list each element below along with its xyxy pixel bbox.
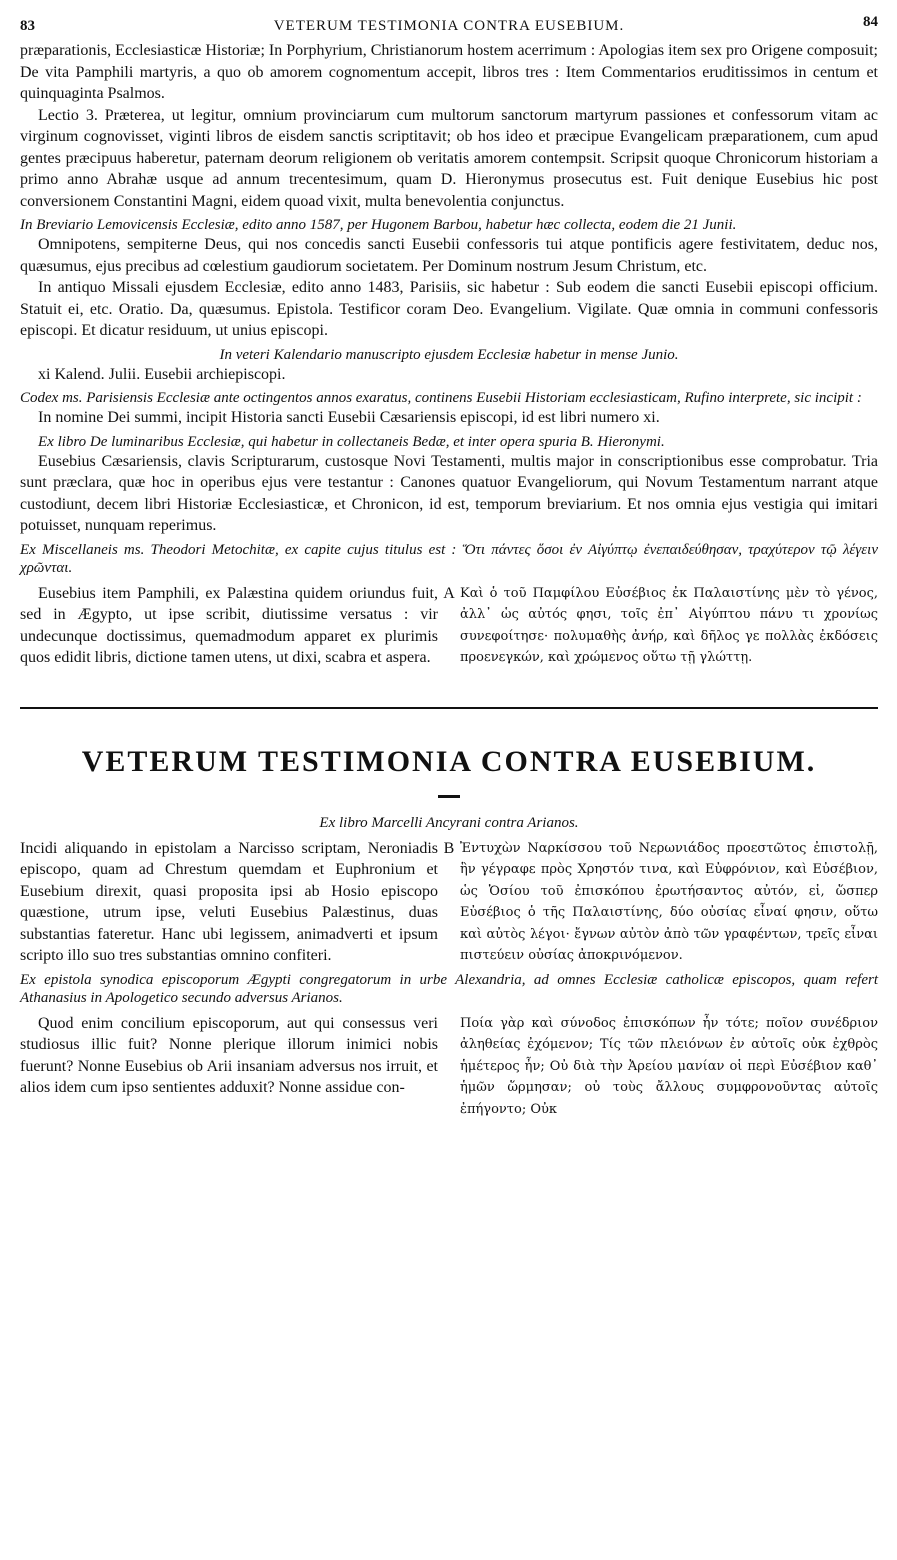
paragraph: In antiquo Missali ejusdem Ecclesiæ, edito anno 1483, Parisiis, sic habetur : Sub eodem die sancti Eusebii episcopi officium. Statuit ei, etc. Oratio. Da, quæsumus. Epistola. Testificor coram Deo. Evangelium. Vigilate. Quæ omnia in communi confessoris episcopi. Et dicatur residuum, ut unius episcopi. (20, 279, 878, 339)
paragraph: xi Kalend. Julii. Eusebii archiepiscopi. (38, 365, 286, 383)
source-citation: Ex Miscellaneis ms. Theodori Metochitæ, ex capite cujus titulus est : Ὅτι πάντες ὅσοι ἐν Αἰγύπτῳ ἐνεπαιδεύθησαν, τραχύτερον τῷ λέγειν χρῶνται. (20, 541, 878, 576)
section-divider (20, 707, 878, 709)
source-citation: Codex ms. Parisiensis Ecclesiæ ante octingentos annos exaratus, continens Eusebii Historiam ecclesiasticam, Rufino interprete, sic incipit : (20, 390, 862, 406)
latin-column: Quod enim concilium episcoporum, aut qui consessus veri studiosus illic fuit? Nonne plerique illorum inimici nobis fuerunt? Nonne Eusebius ob Arii insaniam adversus nos irruit, et alios idem cum ipso sentientes adduxit? Nonne assidue con- (20, 1014, 438, 1096)
paragraph: Lectio 3. Præterea, ut legitur, omnium provinciarum cum multorum sanctorum martyrum passiones et confessorum vitam ac virginum cognovisset, viginti libros de eisdem sanctis scriptitavit; ob hos ideo et præcipue Evangelicam præparationem, cum apud gentes præcipuus haberetur, paternam deorum religionem ob veritatis amorem contempsit. Scripsit quoque Chronicorum historiam a primo anno Abrahæ usque ad annum trecentesimum, quam D. Hieronymus prosecutus est. Fuit denique Eusebius hic post conversionem Constantini Magni, eidem quoad vixit, multa benevolentia conjunctus. (20, 106, 878, 210)
page-number-left: 83 (20, 18, 35, 34)
source-citation: Ex libro Marcelli Ancyrani contra Arianos. (319, 814, 579, 831)
source-citation: Ex libro De luminaribus Ecclesiæ, qui habetur in collectaneis Bedæ, et inter opera spuria B. Hieronymi. (38, 433, 665, 450)
running-header (20, 14, 878, 40)
paragraph: Eusebius Cæsariensis, clavis Scripturarum, custosque Novi Testamenti, multis major in conscriptionibus esse comprobatur. Tria sunt præclara, quæ hoc in operibus ejus vere testantur : Canones quatuor Evangeliorum, qui Novum Testamentum narrant atque custodiunt, decem libri Historiæ Ecclesiasticæ, et Chronicon, id est, temporum breviarium. Et nos omnia ejus vestigia qui imitari potuisset, nunquam reperimus. (20, 452, 878, 534)
latin-column: Incidi aliquando in epistolam a Narcisso scriptam, Neroniadis episcopo, quam ad Chrestum quemdam et Euphronium et Eusebium direxit, quasi proposita ipsi ab Hosio episcopo quæstione, utrum ipse, veluti Eusebius Palæstinus, duas substantias fateretur. Hanc ubi legissem, animadverti et ipsum scripto illo suo tres substantias omnino confiteri. (20, 839, 438, 964)
section-title: VETERUM TESTIMONIA CONTRA EUSEBIUM. (81, 744, 817, 778)
page-number-right: 84 (863, 14, 878, 30)
latin-column: Eusebius item Pamphili, ex Palæstina quidem oriundus fuit, sed in Ægypto, ut ipse scribit, diutissime versatus : vir undecunque doctissimus, quemadmodum apparet ex plurimis quos edidit libris, dictione tamen utens, ut dixi, scabra et aspera. (20, 584, 438, 666)
margin-marker: B (443, 839, 455, 857)
paragraph: In nomine Dei summi, incipit Historia sancti Eusebii Cæsariensis episcopi, id est libri numero xi. (38, 409, 660, 426)
margin-marker: A (443, 584, 455, 602)
source-citation: Ex epistola synodica episcoporum Ægypti congregatorum in urbe Alexandria, ad omnes Ecclesiæ catholicæ episcopos, quam refert Athanasius in Apologetico secundo adversus Arianos. (20, 971, 878, 1006)
greek-column: Ἐντυχὼν Ναρκίσσου τοῦ Νερωνιάδος προεστῶτος ἐπιστολῇ, ἣν γέγραφε πρὸς Χρηστόν τινα, καὶ Εὐφρόνιον, καὶ Εὐσέβιον, ὡς Ὁσίου τοῦ ἐπισκόπου ἐρωτήσαντος αὐτόν, εἰ, ὥσπερ Εὐσέβιος ὁ τῆς Παλαιστίνης, δύο οὐσίας εἶναί φησιν, οὕτω καὶ αὐτὸς λέγοι· ἔγνων αὐτὸν ἀπὸ τῶν γραφέντων, τρεῖς εἶναι πιστεύειν οὐσίας ἀποκρινόμενον. (460, 840, 878, 963)
source-citation: In veteri Kalendario manuscripto ejusdem Ecclesiæ habetur in mense Junio. (219, 346, 679, 363)
parallel-text (20, 583, 878, 669)
paragraph: Omnipotens, sempiterne Deus, qui nos concedis sancti Eusebii confessoris tui atque pontificis agere festivitatem, deduc nos, quæsumus, ejus precibus ad cœlestium gaudiorum societatem. Per Dominum nostrum Jesum Christum, etc. (20, 236, 878, 275)
parallel-text (20, 1013, 878, 1121)
greek-column: Ποία γὰρ καὶ σύνοδος ἐπισκόπων ἦν τότε; ποῖον συνέδριον ἀληθείας ἐχόμενον; Τίς τῶν πλειόνων ἐν αὐτοῖς οὐκ ἐχθρὸς ἡμέτερος ἦν; Οὐ διὰ τὴν Ἀρείου μανίαν οἱ περὶ Εὐσέβιον καθ᾽ ἡμῶν ὥρμησαν; οὐ τοὺς ἄλλους συμφρονοῦντας αὐτοῖς ἐπήγοντο; Οὐκ (460, 1015, 878, 1117)
title-dash (438, 795, 460, 798)
source-citation: In Breviario Lemovicensis Ecclesiæ, edito anno 1587, per Hugonem Barbou, habetur hæc collecta, eodem die 21 Junii. (20, 217, 737, 233)
greek-column: Καὶ ὁ τοῦ Παμφίλου Εὐσέβιος ἐκ Παλαιστίνης μὲν τὸ γένος, ἀλλ᾽ ὡς αὐτός φησι, τοῖς ἐπ᾽ Αἰγύπτου πάνυ τι χρονίως συνεφοίτησε· πολυμαθὴς ἀνήρ, καὶ δῆλος γε πολλὰς ἐκδόσεις προενεγκών, καὶ χρώμενος οὕτω τῇ γλώττῃ. (460, 585, 878, 665)
running-title: VETERUM TESTIMONIA CONTRA EUSEBIUM. (273, 18, 625, 34)
parallel-text (20, 838, 878, 967)
page (20, 14, 878, 1120)
paragraph: præparationis, Ecclesiasticæ Historiæ; In Porphyrium, Christianorum hostem acerrimum : Apologias item sex pro Origene composuit; De vita Pamphili martyris, a quo ob amorem cognomentum accepit, libros tres : Item Commentarios eruditissimos in centum et quinquaginta Psalmos. (20, 42, 878, 102)
